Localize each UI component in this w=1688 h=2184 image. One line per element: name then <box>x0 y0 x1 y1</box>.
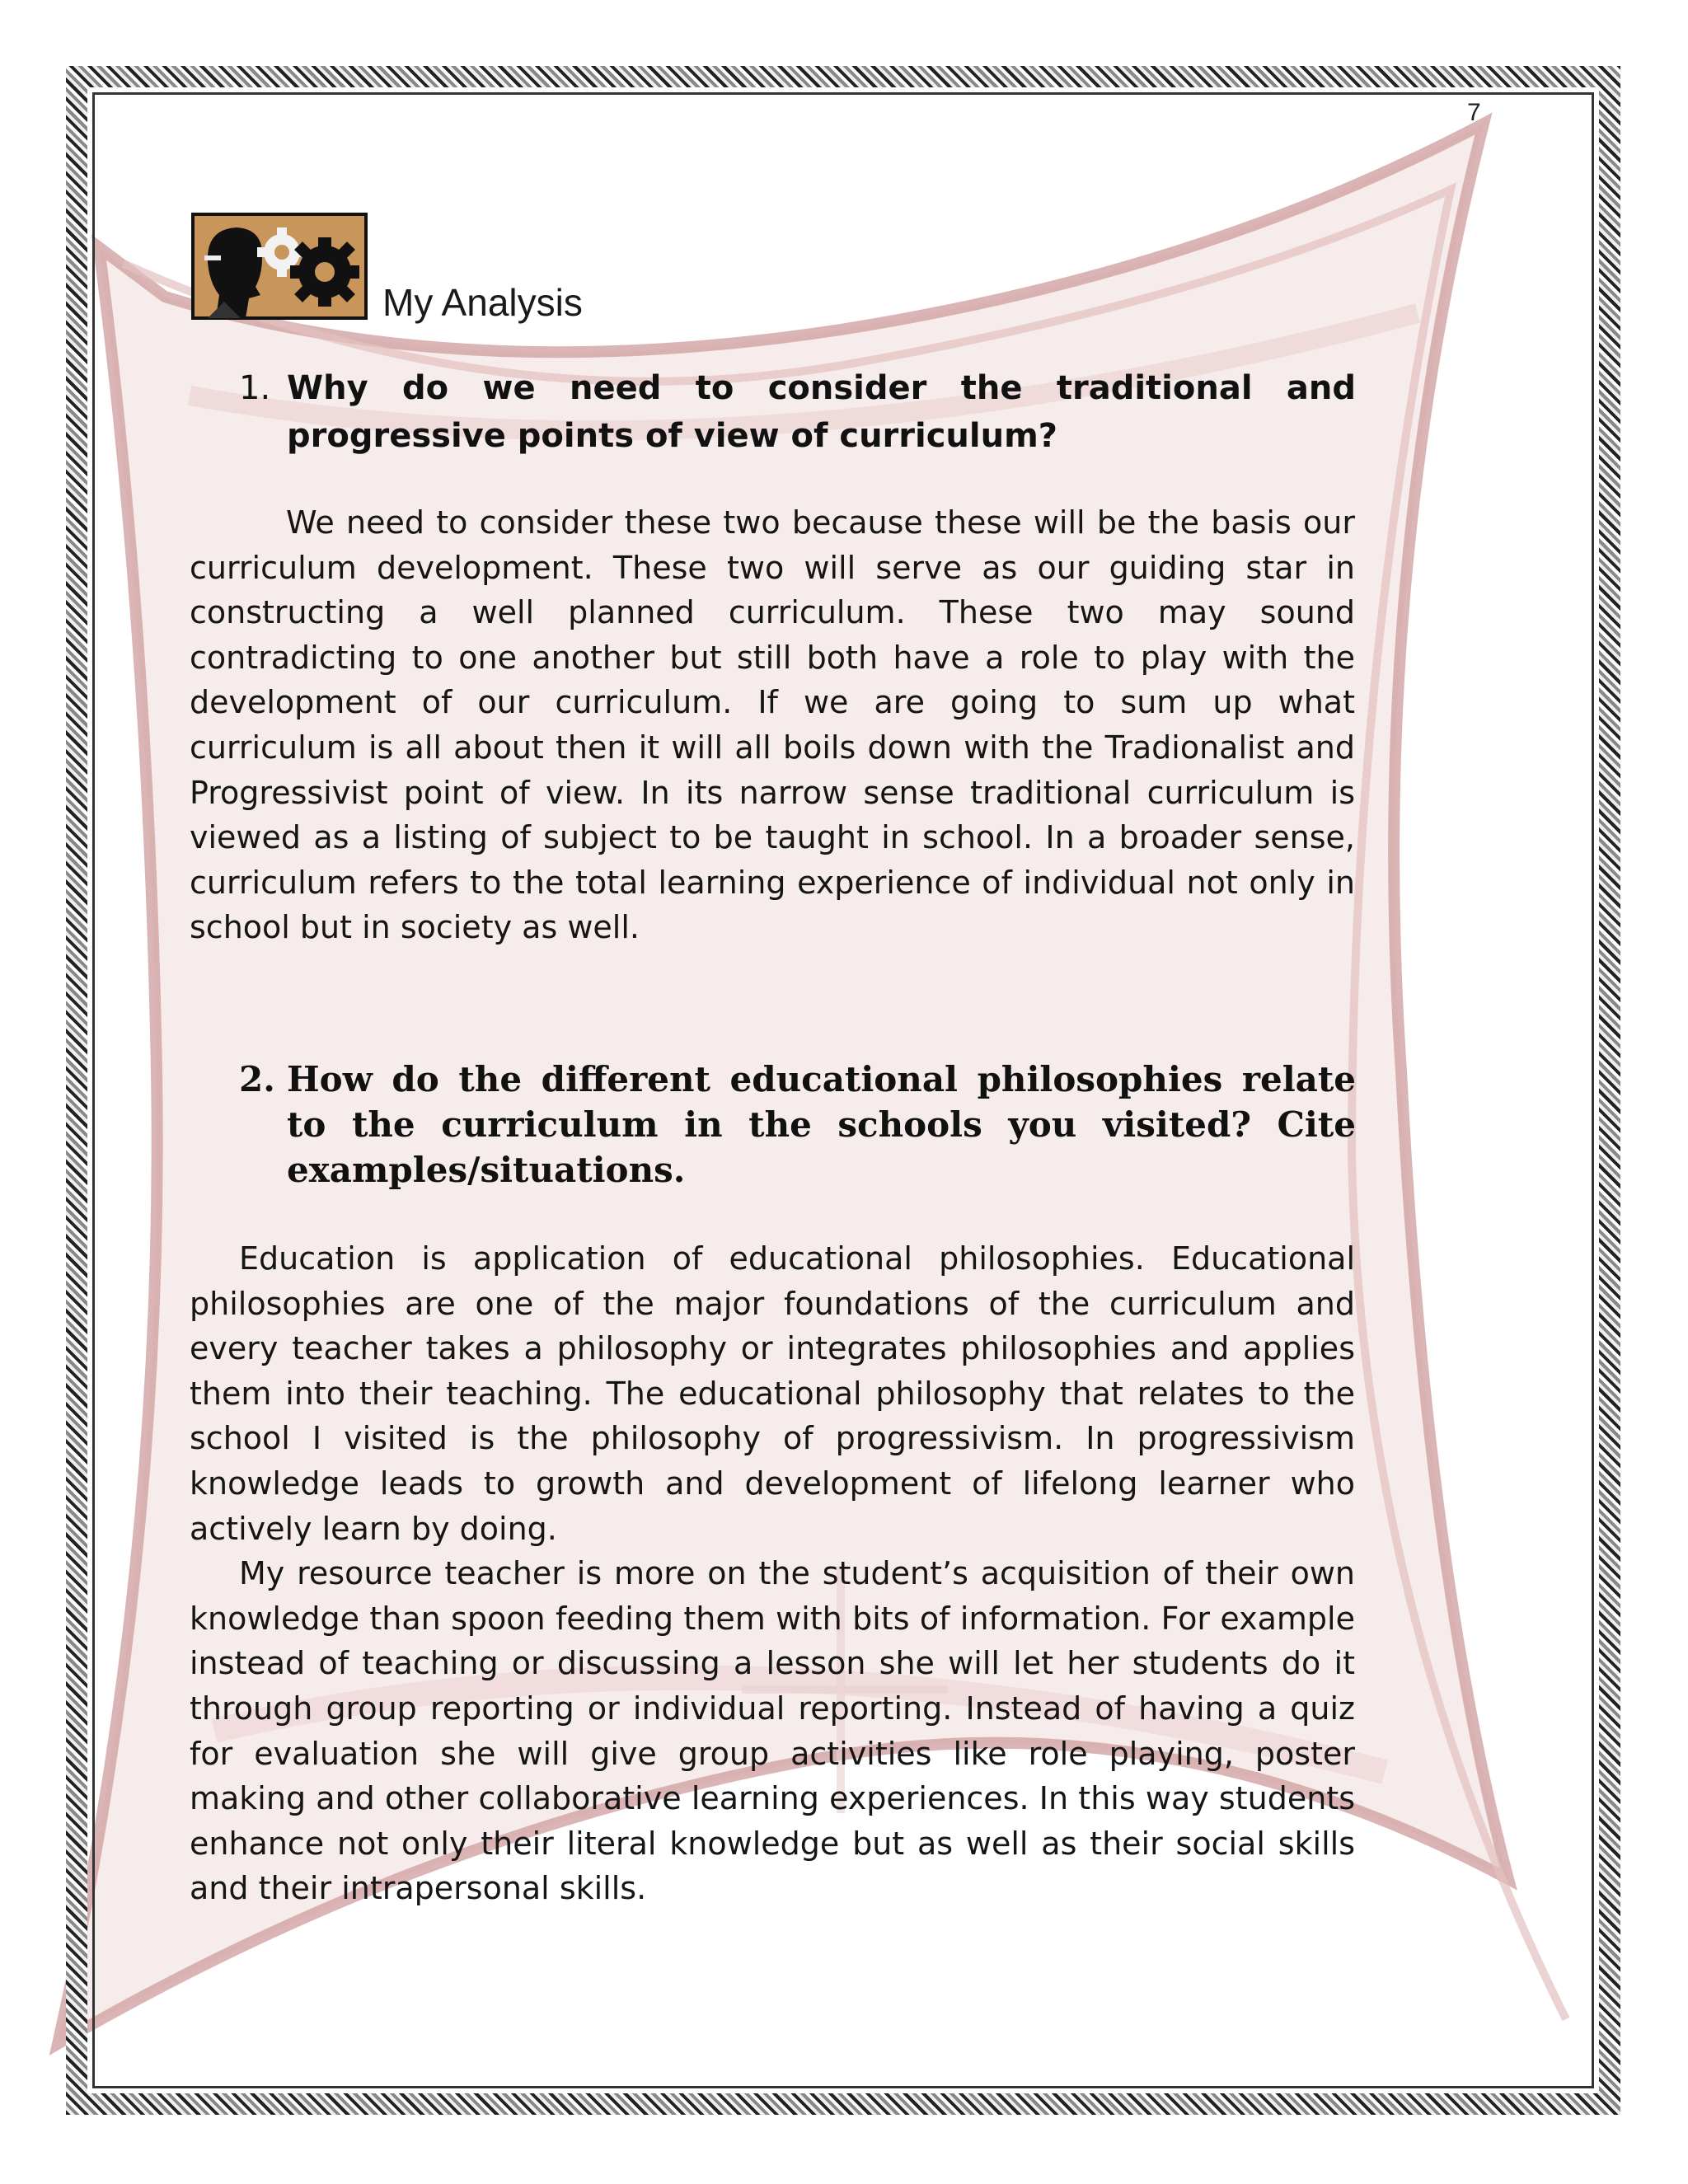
page-number: 7 <box>1467 99 1481 126</box>
question-number: 2. <box>239 1059 275 1099</box>
answer-1 <box>190 500 1355 950</box>
section-title: My Analysis <box>382 281 583 324</box>
question-number: 1. <box>239 369 271 407</box>
answer-paragraph: My resource teacher is more on the student’s acquisition of their own knowledge than spoon feeding them with bits of information. For example instead of teaching or discussing a lesson she will let her students do it through group reporting or individual reporting. Instead of having a quiz for evaluation she will give group activities like role playing, poster making and other collaborative learning experiences. In this way students enhance not only their literal knowledge but as well as their social skills and their intrapersonal skills. <box>190 1555 1355 1907</box>
answer-2 <box>190 1236 1355 1911</box>
answer-paragraph: We need to consider these two because these will be the basis our curriculum development. These two will serve as our guiding star in constructing a well planned curriculum. These two may sound contradicting to one another but still both have a role to play with the development of our curriculum. If we are going to sum up what curriculum is all about then it will all boils down with the Tradionalist and Progressivist point of view. In its narrow sense traditional curriculum is viewed as a listing of subject to be taught in school. In a broader sense, curriculum refers to the total learning experience of individual not only in school but in society as well. <box>190 504 1355 946</box>
question-text: How do the different educational philosophies relate to the curriculum in the schools you visited? Cite examples/situations. <box>287 1059 1356 1190</box>
question-text: Why do we need to consider the traditional and progressive points of view of curriculum? <box>287 369 1356 455</box>
analysis-person-gears-icon <box>191 213 368 320</box>
answer-paragraph: Education is application of educational philosophies. Educational philosophies are one of the major foundations of the curriculum and every teacher takes a philosophy or integrates philosophies and applies them into their teaching. The educational philosophy that relates to the school I visited is the philosophy of progressivism. In progressivism knowledge leads to growth and development of lifelong learner who actively learn by doing. <box>190 1240 1355 1547</box>
